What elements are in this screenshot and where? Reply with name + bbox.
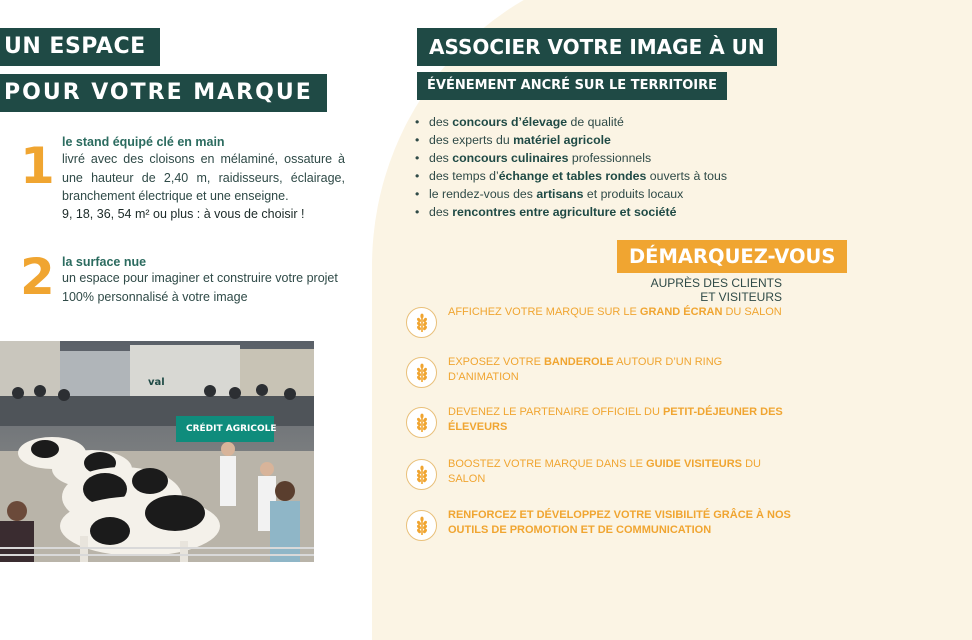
benefit-item — [406, 405, 796, 445]
events-list — [415, 113, 727, 221]
offer-note-1: 9, 18, 36, 54 m² ou plus : à vous de choisir ! — [62, 207, 305, 221]
demarquez-subtitle: AUPRÈS DES CLIENTS ET VISITEURS — [650, 276, 782, 304]
list-item: • des concours d’élevage de qualité — [415, 115, 624, 129]
list-item: • des concours culinaires professionnels — [415, 151, 652, 165]
list-item: • des rencontres entre agriculture et société — [415, 205, 677, 219]
heading-associer: ASSOCIER VOTRE IMAGE À UN — [417, 28, 777, 66]
wheat-icon — [406, 357, 437, 388]
subheading-evenement: ÉVÉNEMENT ANCRÉ SUR LE TERRITOIRE — [417, 72, 727, 100]
cattle-show-photo — [0, 341, 314, 562]
offer-description-2: un espace pour imaginer et construire votre projet 100% personnalisé à votre image — [62, 271, 338, 304]
demarquez-title: DÉMARQUEZ-VOUS — [617, 240, 847, 273]
photo-sign-text: CRÉDIT AGRICOLE — [186, 424, 277, 434]
benefit-text: AFFICHEZ VOTRE MARQUE SUR LE GRAND ÉCRAN DU SALON — [448, 306, 782, 318]
list-item: • des temps d’échange et tables rondes ouverts à tous — [415, 169, 728, 183]
list-item: • le rendez-vous des artisans et produits locaux — [415, 187, 684, 201]
wheat-icon — [406, 459, 437, 490]
benefit-item — [406, 305, 796, 345]
heading-un-espace: UN ESPACE — [0, 28, 160, 66]
offer-title-2: la surface nue — [62, 255, 147, 269]
wheat-icon — [406, 510, 437, 541]
benefit-text: EXPOSEZ VOTRE BANDEROLE AUTOUR D’UN RING D’ANIMATION — [448, 356, 723, 383]
benefit-text: DEVENEZ LE PARTENAIRE OFFICIEL DU PETIT-DÉJEUNER DES ÉLEVEURS — [448, 406, 783, 433]
offer-number-1: 1 — [20, 137, 55, 195]
offer-title-1: le stand équipé clé en main — [62, 135, 225, 149]
list-item: • des experts du matériel agricole — [415, 133, 611, 147]
benefit-text: RENFORCEZ ET DÉVELOPPEZ VOTRE VISIBILITÉ GRÂCE À NOS OUTILS DE PROMOTION ET DE COMMUNICATION — [448, 509, 791, 536]
offer-description-1: livré avec des cloisons en mélaminé, ossature à une hauteur de 2,40 m, raidisseurs, éclairage, branchement électrique et une enseigne. — [62, 152, 345, 203]
wheat-icon — [406, 307, 437, 338]
benefit-text: BOOSTEZ VOTRE MARQUE DANS LE GUIDE VISITEURS DU SALON — [448, 458, 761, 485]
photo-sign-text2: val — [148, 377, 165, 388]
benefit-item — [406, 508, 796, 548]
wheat-icon — [406, 407, 437, 438]
benefit-item — [406, 457, 796, 497]
heading-pour-votre-marque: POUR VOTRE MARQUE — [0, 74, 327, 112]
benefit-item — [406, 355, 796, 395]
offer-number-2: 2 — [20, 248, 55, 306]
